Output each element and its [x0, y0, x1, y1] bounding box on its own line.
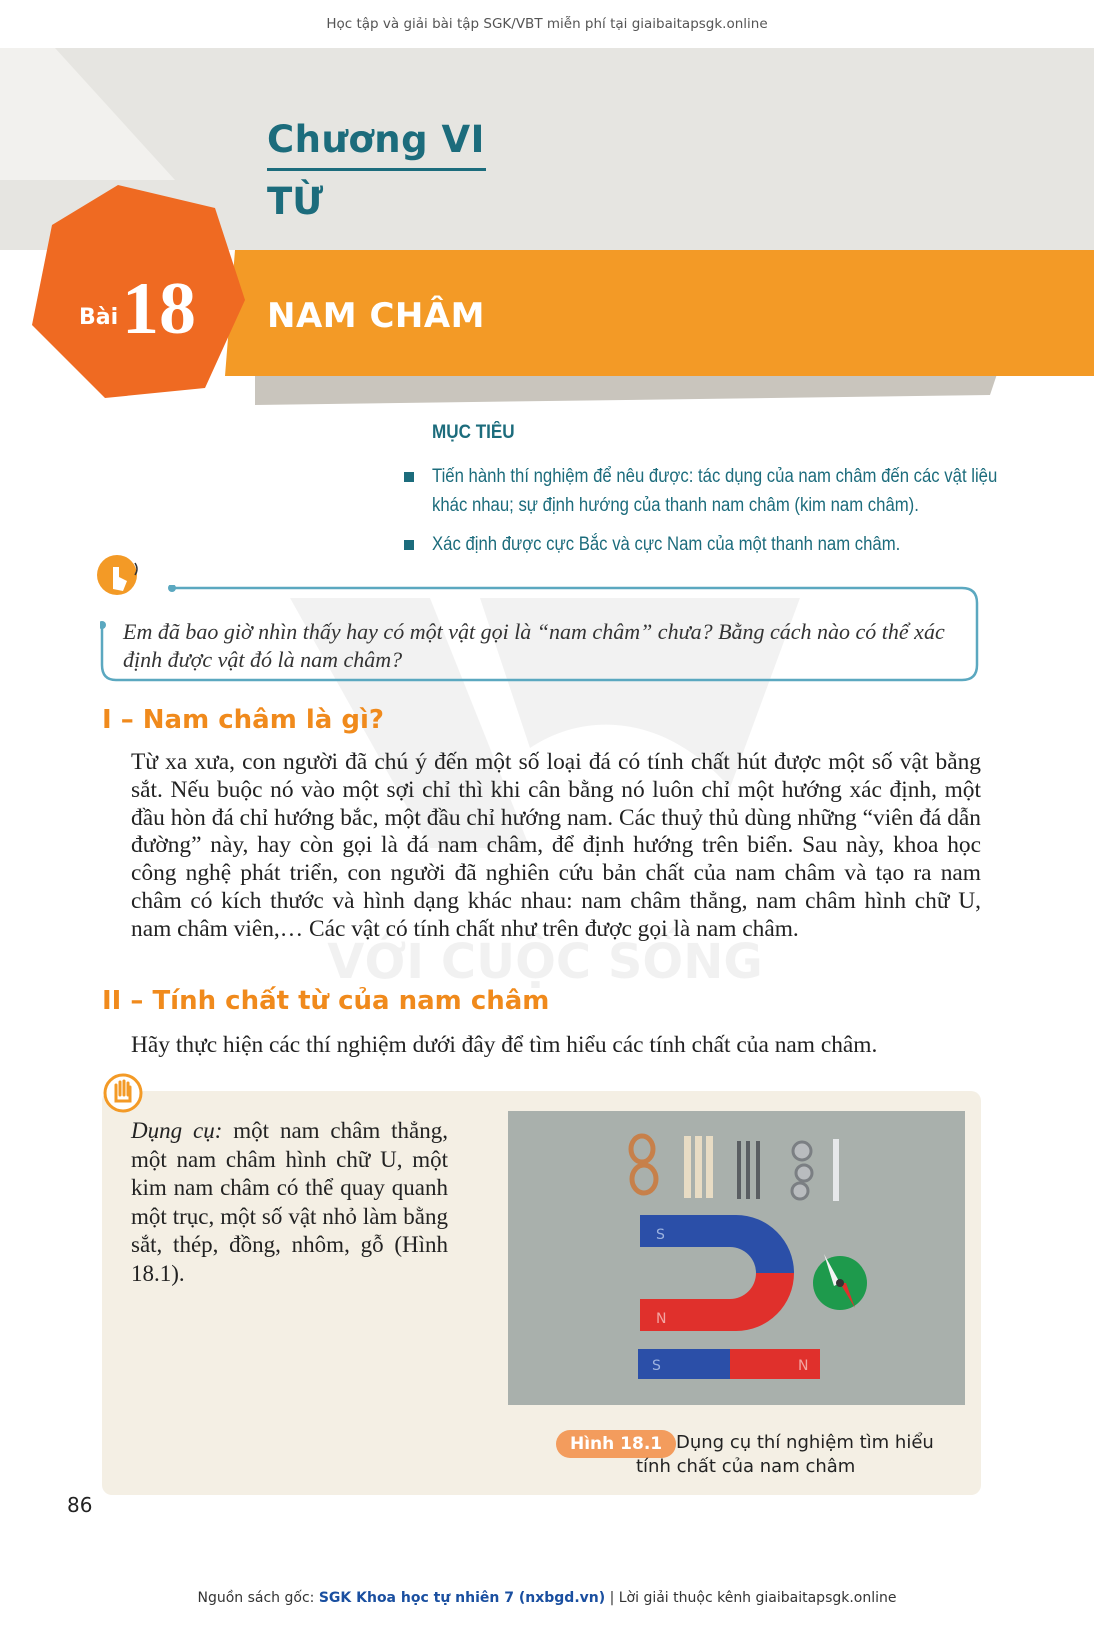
chapter-underline — [267, 168, 486, 171]
figure-photo — [508, 1111, 965, 1405]
objective-text: Tiến hành thí nghiệm để nêu được: tác dụng của nam châm đến các vật liệu khác nhau; sự định hướng của thanh nam châm (kim nam châm). — [432, 466, 998, 516]
objectives-heading: MỤC TIÊU — [432, 422, 515, 443]
footer-suffix: | Lời giải thuộc kênh giaibaitapsgk.online — [605, 1590, 897, 1606]
figure-label: Hình 18.1 — [556, 1430, 676, 1458]
page-number: 86 — [67, 1493, 93, 1517]
magnet-letter: N — [798, 1358, 809, 1374]
magnet-letter: S — [656, 1227, 665, 1243]
square-bullet-icon — [404, 472, 414, 482]
bar-magnet — [638, 1349, 820, 1379]
lesson-title: NAM CHÂM — [267, 296, 485, 336]
metal-nuts — [792, 1142, 812, 1199]
tap-hand-icon — [97, 553, 145, 603]
square-bullet-icon — [404, 540, 414, 550]
figure-caption-line: Dụng cụ thí nghiệm tìm hiểu — [676, 1432, 934, 1453]
lesson-word: Bài — [79, 305, 119, 330]
footer-note — [0, 1590, 1094, 1606]
activity-lead: Dụng cụ: — [131, 1118, 223, 1143]
magnet-letter: N — [656, 1311, 667, 1327]
objective-text: Xác định được cực Bắc và cực Nam của một thanh nam châm. — [432, 534, 901, 555]
chapter-title: TỪ — [267, 180, 324, 223]
objective-item — [404, 462, 998, 520]
section-intro: Hãy thực hiện các thí nghiệm dưới đây để tìm hiểu các tính chất của nam châm. — [131, 1032, 878, 1058]
footer-prefix: Nguồn sách gốc: — [197, 1590, 319, 1606]
aluminium-rod — [833, 1139, 839, 1201]
section-heading: I – Nam châm là gì? — [102, 705, 384, 735]
top-watermark: Học tập và giải bài tập SGK/VBT miễn phí tại giaibaitapsgk.online — [326, 16, 768, 32]
magnet-letter: S — [652, 1358, 661, 1374]
figure-caption-line: tính chất của nam châm — [636, 1456, 856, 1477]
section-heading: II – Tính chất từ của nam châm — [102, 986, 550, 1016]
objective-item — [404, 530, 994, 559]
svg-text:VỚI CUỘC SỐNG: VỚI CUỘC SỐNG — [327, 934, 763, 990]
header-banner — [0, 0, 1094, 420]
footer-source-link[interactable]: SGK Khoa học tự nhiên 7 (nxbgd.vn) — [318, 1590, 606, 1606]
figure-caption — [636, 1431, 966, 1479]
wood-sticks — [684, 1136, 713, 1198]
raised-hand-icon — [103, 1073, 143, 1113]
question-text: Em đã bao giờ nhìn thấy hay có một vật gọi là “nam châm” chưa? Bằng cách nào có thể xác định được vật đó là nam châm? — [123, 619, 945, 672]
iron-nails — [737, 1141, 760, 1199]
activity-body: một nam châm thẳng, một nam châm hình chữ U, một kim nam châm có thể quay quanh một trục, một số vật nhỏ làm bằng sắt, thép, đồng, nhôm, gỗ (Hình 18.1). — [131, 1118, 448, 1286]
lesson-number: 18 — [122, 268, 196, 350]
section-paragraph: Từ xa xưa, con người đã chú ý đến một số loại đá có tính chất hút được một số vật bằng sắt. Nếu buộc nó vào một sợi chỉ thì khi cân bằng nó luôn chỉ một hướng xác định, một đầu hòn đá chỉ hướng bắc, một đầu chỉ hướng nam. Các thuỷ thủ dùng những “viên đá dẫn đường” này, hay còn gọi là đá nam châm, để định hướng trên biển. Sau này, khoa học công nghệ phát triển, con người đã nghiên cứu bản chất của nam châm và tạo ra nam châm có kích thước và hình dạng khác nhau: nam châm thẳng, nam châm hình chữ U, nam châm viên,… Các vật có tính chất như trên được gọi là nam châm. — [131, 749, 981, 942]
activity-text — [131, 1117, 448, 1288]
chapter-number: Chương VI — [267, 118, 485, 161]
